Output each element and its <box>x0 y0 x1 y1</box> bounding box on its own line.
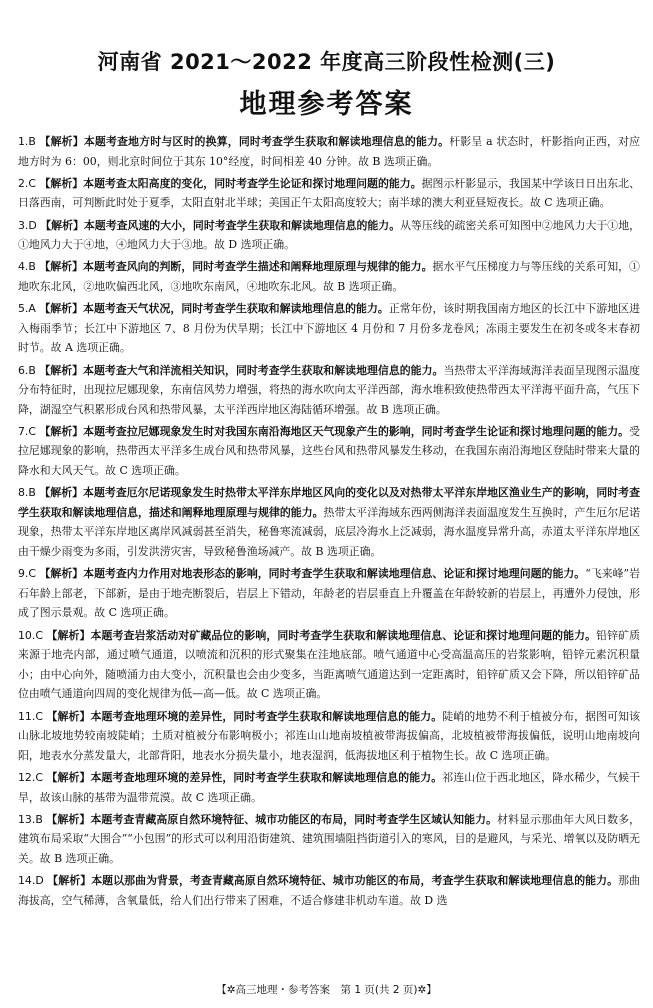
answer-analysis-lead: 【解析】本题考查青藏高原自然环境特征、城市功能区的布局，同时考查学生区域认知能力。 <box>46 812 498 826</box>
answer-number: 6.B <box>18 363 36 377</box>
answer-item <box>18 257 640 296</box>
answer-explanation: “飞来峰”岩石年龄上部老，下部新，是由于地壳断裂后，岩层上下错动，年龄老的岩层垂直上升覆盖在年龄较新的岩层上，再遭外力侵蚀，形成了图示景观。故 C 选项正确。 <box>18 567 641 620</box>
answer-analysis-lead: 【解析】本题考查拉尼娜现象发生时对我国东南沿海地区天气现象产生的影响，同时考查学生论证和探讨地理问题的能力。 <box>39 424 630 438</box>
answer-explanation: 杆影呈 a 状态时，杆影指向正西，对应地方时为 6：00，则北京时间位于其东 10°经度，时间相差 40 分钟。故 B 选项正确。 <box>18 135 640 168</box>
answer-explanation: 材料显示那曲年大风日数多，建筑布局采取“大围合”“小包围”的形式可以利用沿街建筑、建筑围墙阻挡街道引入的寒风，目的是避风，与采光、增氧以及防晒无关。故 B 选项正确。 <box>18 812 640 865</box>
answer-analysis-lead: 【解析】本题考查厄尔尼诺现象发生时热带太平洋东岸地区风向的变化以及对热带太平洋东岸地区渔业生产的影响，同时考查学生获取和解读地理信息，描述和阐释地理原理与规律的能力。 <box>18 486 640 519</box>
answer-analysis-lead: 【解析】本题考查地理环境的差异性，同时考查学生获取和解读地理信息的能力。 <box>46 770 443 784</box>
answer-explanation: 当热带太平洋海域海洋表面呈现图示温度分布特征时，出现拉尼娜现象，东南信风势力增强，将热的海水吹向太平洋西部，海水堆积致使热带西太平洋海平面升高，气压下降，湖湿空气积累形成台风和热带风暴，太平洋西岸地区海陆循环增强。故 B 选项正确。 <box>18 363 640 416</box>
answer-item <box>18 626 640 704</box>
answer-explanation: 那曲海拔高，空气稀薄，含氧量低，给人们出行带来了困难，不适合修建非机动车道。故 D 选 <box>18 874 640 907</box>
answer-number: 3.D <box>18 218 37 232</box>
answer-item <box>18 299 640 358</box>
answer-analysis-lead: 【解析】本题考查岩浆活动对矿藏品位的影响，同时考查学生获取和解读地理信息、论证和探讨地理问题的能力。 <box>46 628 597 642</box>
answer-item <box>18 483 640 561</box>
answer-item <box>18 361 640 420</box>
answer-item <box>18 174 640 213</box>
answer-analysis-lead: 【解析】本题考查天气状况，同时考查学生获取和解读地理信息的能力。 <box>39 302 389 316</box>
answer-explanation: 祁连山位于西北地区，降水稀少，气候干旱，故该山脉的基带为温带荒漠。故 C 选项正确。 <box>18 770 640 804</box>
answer-number: 2.C <box>18 176 36 190</box>
answer-explanation: 据图示杆影显示，我国某中学该日日出东北、日落西南，可判断此时处于夏季，太阳直射北半球；美国正午太阳高度较大；南半球的澳大利亚昼短夜长。故 C 选项正确。 <box>18 176 640 210</box>
answer-number: 12.C <box>18 770 43 784</box>
answer-explanation: 陡峭的地势不利于植被分布，据图可知该山脉北坡地势较南坡陡峭；土质对植被分布影响极小；祁连山山地南坡植被带海拔偏高，北坡植被带海拔偏低，说明山地南坡向阳，地表水分蒸发量大，北部背阳，地表水分损失量小，地表湿润，低海拔地区利于植物生长。故 C 选项正确。 <box>18 709 640 762</box>
answer-analysis-lead: 【解析】本题考查地方时与区时的换算，同时考查学生获取和解读地理信息的能力。 <box>39 135 450 148</box>
answer-explanation: 铅锌矿质来源于地壳内部，通过喷气通道，以喷流和沉积的形式聚集在洼地底部。喷气通道中心受高温高压的岩浆影响，铅锌元素沉积量小；由中心向外，随喷涌力由大变小，沉积量也会由少变多，当距离喷气通道达到一定距离时，铅锌矿质又会下降，所以铅锌矿品位由喷气通道向四周的变化规律为低—高—低。故 C 选项正确。 <box>18 628 640 701</box>
document-title: 河南省 2021～2022 年度高三阶段性检测(三) <box>97 50 556 74</box>
answer-analysis-lead: 【解析】本题考查风向的判断，同时考查学生描述和阐释地理原理与规律的能力。 <box>39 260 433 274</box>
answer-explanation: 受拉尼娜现象的影响，热带西太平洋多生成台风和热带风暴，这些台风和热带风暴发生移动，在我国东南沿海地区登陆时带来大量的降水和大风天气。故 C 选项正确。 <box>18 424 640 478</box>
answer-number: 10.C <box>18 628 43 642</box>
answer-item <box>18 564 640 623</box>
answer-analysis-lead: 【解析】本题考查地理环境的差异性，同时考查学生获取和解读地理信息的能力。 <box>46 709 443 723</box>
answer-number: 4.B <box>18 260 36 274</box>
answer-number: 5.A <box>18 302 36 316</box>
answer-number: 11.C <box>18 709 43 723</box>
answer-analysis-lead: 【解析】本题考查大气和洋流相关知识，同时考查学生获取和解读地理信息的能力。 <box>39 363 444 377</box>
answer-item <box>18 707 640 766</box>
page-footer: 【✲高三地理・参考答案 第 1 页(共 2 页)✲】 <box>216 984 437 996</box>
answer-number: 9.C <box>18 567 36 581</box>
answer-item <box>18 216 640 255</box>
answer-number: 8.B <box>18 486 36 500</box>
answer-list <box>18 132 640 913</box>
answer-explanation: 据水平气压梯度力与等压线的关系可知，①地吹东北风，②地吹偏西北风，③地吹东南风，④地吹东北风。故 B 选项正确。 <box>18 260 640 293</box>
answer-explanation: 正常年份，该时期我国南方地区的长江中下游地区进入梅雨季节；长江中下游地区 7、8 月份为伏旱期；长江中下游地区 4 月份和 7 月份多龙卷风；冻雨主要发生在初冬或冬末春初时节。故 A 选项正确。 <box>18 302 640 355</box>
answer-number: 1.B <box>18 135 36 148</box>
document-subtitle: 地理参考答案 <box>239 89 414 120</box>
answer-number: 14.D <box>18 874 44 888</box>
answer-explanation: 热带太平洋海域东西两侧海洋表面温度发生互换时，产生厄尔尼诺现象，热带太平洋东岸地区离岸风减弱甚至消失，秘鲁寒流减弱，底层冷海水上泛减弱，海水温度异常升高，赤道太平洋东岸地区由干燥少雨变为多雨，引发洪涝灾害，导致秘鲁渔场减产。故 B 选项正确。 <box>18 505 640 559</box>
answer-analysis-lead: 【解析】本题考查太阳高度的变化，同时考查学生论证和探讨地理问题的能力。 <box>39 176 422 190</box>
answer-item <box>18 871 640 910</box>
answer-number: 13.B <box>18 812 43 826</box>
answer-item <box>18 810 640 869</box>
answer-item <box>18 768 640 807</box>
answer-analysis-lead: 【解析】本题以那曲为背景，考查青藏高原自然环境特征、城市功能区的布局，考查学生获取和解读地理信息的能力。 <box>47 874 619 888</box>
answer-explanation: 从等压线的疏密关系可知图中②地风力大于①地，①地风力大于④地，④地风力大于③地。故 D 选项正确。 <box>18 218 640 252</box>
answer-analysis-lead: 【解析】本题考查内力作用对地表形态的影响，同时考查学生获取和解读地理信息、论证和探讨地理问题的能力。 <box>39 567 586 581</box>
answer-number: 7.C <box>18 424 36 438</box>
answer-item <box>18 132 640 171</box>
answer-item <box>18 422 640 481</box>
answer-analysis-lead: 【解析】本题考查风速的大小，同时考查学生获取和解读地理信息的能力。 <box>40 218 401 232</box>
